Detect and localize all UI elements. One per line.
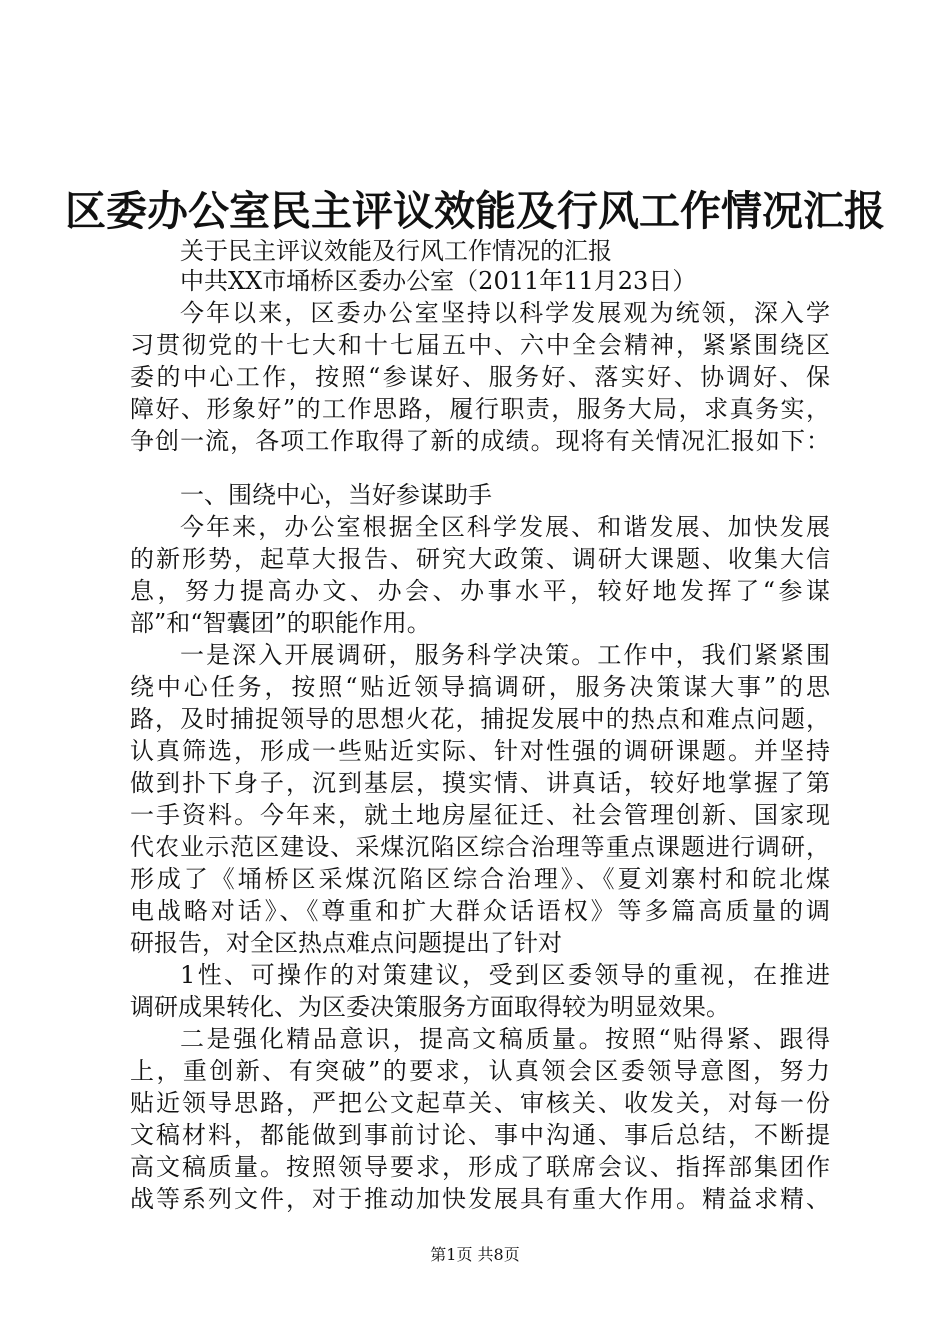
body-line: 今年以来，区委办公室坚持以科学发展观为统领，深入学 <box>180 299 830 327</box>
body-line: 认真筛选，形成一些贴近实际、针对性强的调研课题。并坚持 <box>130 737 830 765</box>
body-line: 形成了《埇桥区采煤沉陷区综合治理》、《夏刘寨村和皖北煤 <box>130 865 830 893</box>
section-heading: 一、围绕中心，当好参谋助手 <box>180 481 492 509</box>
body-line: 委的中心工作，按照“参谋好、服务好、落实好、协调好、保 <box>130 363 830 391</box>
body-line: 二是强化精品意识，提高文稿质量。按照“贴得紧、跟得 <box>180 1025 830 1053</box>
body-line: 一是深入开展调研，服务科学决策。工作中，我们紧紧围 <box>180 641 830 669</box>
body-line: 习贯彻党的十七大和十七届五中、六中全会精神，紧紧围绕区 <box>130 331 830 359</box>
body-line: 代农业示范区建设、采煤沉陷区综合治理等重点课题进行调研， <box>130 833 830 861</box>
body-line: 部”和“智囊团”的职能作用。 <box>130 609 431 637</box>
body-line: 调研成果转化、为区委决策服务方面取得较为明显效果。 <box>130 993 730 1021</box>
body-line: 文稿材料，都能做到事前讨论、事中沟通、事后总结，不断提 <box>130 1121 830 1149</box>
page-footer: 第1页 共8页 <box>430 1245 520 1264</box>
body-line: 绕中心任务，按照“贴近领导搞调研，服务决策谋大事”的思 <box>130 673 830 701</box>
body-line: 今年来，办公室根据全区科学发展、和谐发展、加快发展 <box>180 513 830 541</box>
body-line: 争创一流，各项工作取得了新的成绩。现将有关情况汇报如下： <box>130 427 830 455</box>
body-line: 做到扑下身子，沉到基层，摸实情、讲真话，较好地掌握了第 <box>130 769 830 797</box>
author-date-line: 中共XX市埇桥区委办公室（2011年11月23日） <box>180 267 697 295</box>
body-line: 一手资料。今年来，就土地房屋征迁、社会管理创新、国家现 <box>130 801 830 829</box>
body-line: 障好、形象好”的工作思路，履行职责，服务大局，求真务实， <box>130 395 830 423</box>
body-line: 息，努力提高办文、办会、办事水平，较好地发挥了“参谋 <box>130 577 830 605</box>
body-line: 上，重创新、有突破”的要求，认真领会区委领导意图，努力 <box>130 1057 830 1085</box>
body-line: 电战略对话》、《尊重和扩大群众话语权》等多篇高质量的调 <box>130 897 830 925</box>
body-line: 研报告，对全区热点难点问题提出了针对 <box>130 929 562 957</box>
body-line: 贴近领导思路，严把公文起草关、审核关、收发关，对每一份 <box>130 1089 830 1117</box>
body-line: 的新形势，起草大报告、研究大政策、调研大课题、收集大信 <box>130 545 830 573</box>
subtitle-line: 关于民主评议效能及行风工作情况的汇报 <box>180 237 612 265</box>
body-line: 高文稿质量。按照领导要求，形成了联席会议、指挥部集团作 <box>130 1153 830 1181</box>
body-line: 战等系列文件，对于推动加快发展具有重大作用。精益求精、 <box>130 1185 830 1213</box>
body-line: 1性、可操作的对策建议，受到区委领导的重视，在推进 <box>180 961 830 989</box>
document-title: 区委办公室民主评议效能及行风工作情况汇报 <box>65 187 885 235</box>
body-line: 路，及时捕捉领导的思想火花，捕捉发展中的热点和难点问题， <box>130 705 830 733</box>
